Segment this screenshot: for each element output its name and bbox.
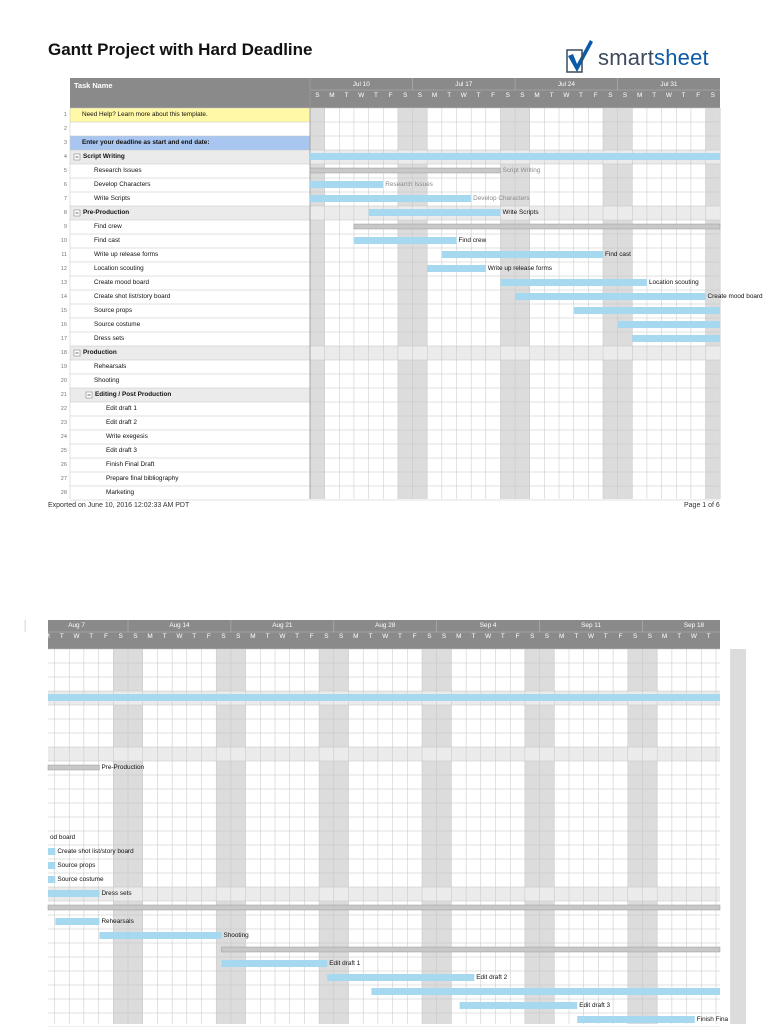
week-label: Jul 24 (557, 81, 575, 88)
task-bar (427, 265, 486, 272)
day-letter: T (295, 633, 299, 640)
day-letter: M (250, 633, 256, 640)
day-letter: T (706, 633, 711, 640)
section-row-band (48, 887, 720, 901)
day-letter: S (647, 633, 652, 640)
day-letter: T (162, 633, 167, 640)
row-number: 17 (60, 336, 67, 342)
week-label: Aug 7 (68, 622, 85, 629)
task-bar (371, 988, 720, 995)
day-letter: T (59, 633, 64, 640)
row-number: 11 (61, 252, 67, 258)
day-letter: S (544, 633, 550, 640)
task-bar (618, 321, 720, 328)
day-letter: S (339, 633, 344, 640)
day-letter: M (147, 633, 153, 640)
bar-label: Location scouting (648, 279, 699, 286)
day-letter: W (382, 633, 389, 640)
task-bar (500, 279, 647, 286)
day-letter: M (431, 92, 438, 99)
row-number: 9 (63, 224, 67, 230)
day-letter: F (412, 633, 417, 640)
row-number: 14 (60, 294, 67, 300)
day-letter: F (515, 633, 520, 640)
task-name: Write up release forms (94, 251, 159, 258)
row-number: 12 (60, 266, 67, 272)
task-bar (327, 974, 474, 981)
day-letter: W (460, 92, 467, 99)
day-letter: S (417, 92, 422, 99)
day-letter: W (176, 633, 183, 640)
week-label: Jul 10 (352, 81, 370, 88)
week-label: Jul 17 (455, 81, 473, 88)
day-letter: W (73, 633, 80, 640)
task-name: Production (83, 349, 117, 356)
gantt-page-2 (44, 620, 741, 1024)
summary-bar (354, 224, 720, 229)
day-letter: T (373, 92, 378, 99)
weekend-column (731, 649, 746, 1024)
day-letter: W (485, 633, 492, 640)
summary-bar (48, 765, 99, 770)
day-letter: F (309, 633, 314, 640)
task-name: Write exegesis (106, 433, 148, 440)
bar-label: Source props (57, 862, 96, 869)
task-bar (369, 209, 501, 216)
task-name: Finish Final Draft (106, 461, 155, 468)
sheet-background (48, 620, 720, 1024)
day-letter: T (192, 633, 197, 640)
row-number: 21 (60, 392, 67, 398)
day-letter: W (279, 633, 286, 640)
task-name: Pre-Production (83, 209, 130, 216)
task-name: Enter your deadline as start and end date: (82, 139, 210, 146)
row-number: 13 (60, 280, 67, 286)
checkmark-logo-icon (566, 38, 594, 74)
day-letter: S (735, 633, 741, 640)
day-letter: M (456, 633, 462, 640)
task-bar (48, 890, 99, 897)
weekend-column (398, 108, 413, 499)
day-letter: F (388, 92, 393, 99)
day-letter: S (133, 633, 138, 640)
day-letter: F (593, 92, 598, 99)
day-letter: W (588, 633, 595, 640)
task-bar (632, 335, 720, 342)
day-letter: T (603, 633, 608, 640)
day-letter: S (324, 633, 329, 640)
row-number: 16 (60, 322, 67, 328)
day-letter: T (476, 92, 481, 99)
day-letter: S (608, 92, 613, 99)
bar-label: Create shot list/story board (57, 848, 134, 855)
row-number: 28 (60, 490, 67, 496)
task-name: Find cast (94, 237, 120, 244)
day-letter: W (563, 92, 570, 99)
task-name: Source props (94, 307, 133, 314)
day-letter: T (89, 633, 94, 640)
day-letter: S (315, 92, 320, 99)
week-label: Aug 21 (272, 622, 293, 629)
week-label: Sep 18 (683, 622, 705, 629)
day-letter: T (344, 92, 349, 99)
day-letter: T (579, 92, 583, 99)
bar-label: Find crew (458, 237, 487, 244)
page-number: Page 1 of 6 (684, 502, 720, 509)
day-letter: M (558, 633, 565, 640)
smartsheet-logo (566, 38, 726, 74)
task-bar (577, 1016, 695, 1023)
task-name: Source costume (94, 321, 141, 328)
row-number: 24 (60, 434, 67, 440)
bar-label: Rehearsals (101, 918, 134, 925)
logo-wordmark (598, 45, 709, 71)
week-label: Aug 14 (169, 622, 190, 629)
summary-bar (310, 168, 500, 173)
day-letter: T (549, 92, 554, 99)
bar-label: Dress sets (101, 890, 132, 897)
day-letter: S (221, 633, 226, 640)
week-label: Aug 28 (375, 622, 396, 629)
task-name: Dress sets (94, 335, 125, 342)
task-bar (221, 960, 327, 967)
task-bar (55, 918, 99, 925)
day-letter: M (661, 633, 668, 640)
day-letter: S (427, 633, 432, 640)
day-letter: S (530, 633, 535, 640)
task-bar (460, 1002, 578, 1009)
day-letter: T (681, 92, 686, 99)
document-title: Gantt Project with Hard Deadline (48, 40, 313, 59)
day-letter: M (534, 92, 540, 99)
day-letter: F (206, 633, 211, 640)
row-number: 7 (63, 196, 67, 202)
logo-text-sheet: sheet (654, 45, 709, 70)
bar-label: Create mood board (707, 293, 763, 300)
day-letter: F (103, 633, 108, 640)
day-letter: W (665, 92, 672, 99)
day-letter: T (500, 633, 505, 640)
day-letter: S (633, 633, 638, 640)
day-letter: M (353, 633, 359, 640)
bar-label: Develop Characters (473, 195, 530, 202)
task-name: Research Issues (94, 167, 142, 174)
day-letter: W (358, 92, 365, 99)
gantt-grid-page-2 (48, 620, 720, 1024)
row-number: 1 (63, 112, 67, 118)
week-label: Sep 11 (581, 622, 601, 629)
task-name: Script Writing (83, 153, 125, 160)
day-letter: W (690, 633, 697, 640)
task-bar (354, 237, 457, 244)
task-bar (310, 195, 471, 202)
bar-label: Write up release forms (487, 265, 552, 272)
day-letter: S (520, 92, 525, 99)
task-name: Location scouting (94, 265, 144, 272)
task-bar (574, 307, 720, 314)
day-letter: S (118, 633, 123, 640)
task-bar (310, 181, 383, 188)
bar-label: Find cast (605, 251, 631, 258)
task-name: Shooting (94, 377, 120, 384)
day-letter: F (696, 92, 701, 99)
row-number: 2 (63, 126, 67, 132)
weekend-column (618, 108, 633, 499)
bar-label: Edit draft 2 (476, 974, 508, 981)
row-number: 18 (60, 350, 67, 356)
weekend-column (310, 108, 325, 499)
weekend-column (603, 108, 618, 499)
summary-bar (221, 947, 720, 952)
task-name: Write Scripts (94, 195, 131, 202)
day-letter: S (441, 633, 447, 640)
task-name-header: Task Name (74, 81, 113, 90)
day-letter: T (397, 633, 402, 640)
row-number: 8 (63, 210, 67, 216)
day-letter: M (636, 92, 643, 99)
week-label: Jul 31 (660, 81, 678, 88)
row-number: 25 (60, 448, 67, 454)
task-name: Prepare final bibliography (106, 475, 179, 482)
task-name: Edit draft 1 (106, 405, 137, 412)
day-letter: S (403, 92, 408, 99)
day-letter: F (618, 633, 623, 640)
row-number: 23 (60, 420, 67, 426)
day-letter: S (622, 92, 628, 99)
section-row-band (48, 747, 720, 761)
export-timestamp: Exported on June 10, 2016 12:02:33 AM PDT (48, 502, 190, 509)
task-name: Rehearsals (94, 363, 127, 370)
bar-label: od board (50, 834, 76, 841)
task-bar (48, 848, 55, 855)
bar-label: Script Writing (502, 167, 541, 174)
task-name: Edit draft 3 (106, 447, 137, 454)
bar-label: Write Scripts (502, 209, 539, 216)
task-bar (515, 293, 705, 300)
day-letter: S (710, 92, 715, 99)
row-number: 20 (60, 378, 67, 384)
task-name: Editing / Post Production (95, 391, 172, 398)
task-bar (442, 251, 603, 258)
task-bar (48, 876, 55, 883)
task-name: Create mood board (94, 279, 150, 286)
day-letter: T (447, 92, 452, 99)
task-bar (48, 694, 720, 701)
day-letter: M (329, 92, 335, 99)
task-bar (310, 153, 720, 160)
task-bar (99, 932, 221, 939)
bar-label: Finish Fina (696, 1016, 729, 1023)
gantt-page-1 (48, 78, 763, 499)
summary-bar (48, 905, 720, 910)
day-letter: T (471, 633, 476, 640)
row-number: 22 (60, 406, 67, 412)
task-name: Need Help? Learn more about this template. (82, 111, 208, 118)
day-letter: S (505, 92, 510, 99)
day-letter: T (677, 633, 682, 640)
task-name: Create shot list/story board (94, 293, 171, 300)
bar-label: Edit draft 1 (329, 960, 361, 967)
row-number: 19 (60, 364, 67, 370)
task-name: Find crew (94, 223, 122, 230)
day-letter: T (368, 633, 373, 640)
day-letter: F (721, 633, 726, 640)
task-name: Develop Characters (94, 181, 151, 188)
row-number: 27 (60, 476, 67, 482)
row-number: 5 (63, 168, 67, 174)
day-letter: M (44, 633, 50, 640)
row-number: 10 (60, 238, 67, 244)
logo-text-smart: smart (598, 45, 654, 70)
day-letter: T (652, 92, 657, 99)
day-letter: F (491, 92, 496, 99)
bar-label: Pre-Production (101, 764, 145, 771)
task-bar (48, 862, 55, 869)
bar-label: Source costume (57, 876, 104, 883)
week-label: Sep 4 (479, 622, 497, 629)
bar-label: Edit draft 3 (579, 1002, 611, 1009)
day-letter: S (236, 633, 241, 640)
task-name: Edit draft 2 (106, 419, 137, 426)
day-letter: T (265, 633, 270, 640)
day-letter: T (574, 633, 579, 640)
task-name: Marketing (106, 489, 135, 496)
row-number: 4 (63, 154, 67, 160)
row-number: 26 (60, 462, 67, 468)
row-number: 3 (63, 140, 67, 146)
weekend-column (413, 108, 428, 499)
bar-label: Research Issues (385, 181, 433, 188)
bar-label: Shooting (223, 932, 249, 939)
row-number: 6 (63, 182, 67, 188)
row-number: 15 (60, 308, 67, 314)
